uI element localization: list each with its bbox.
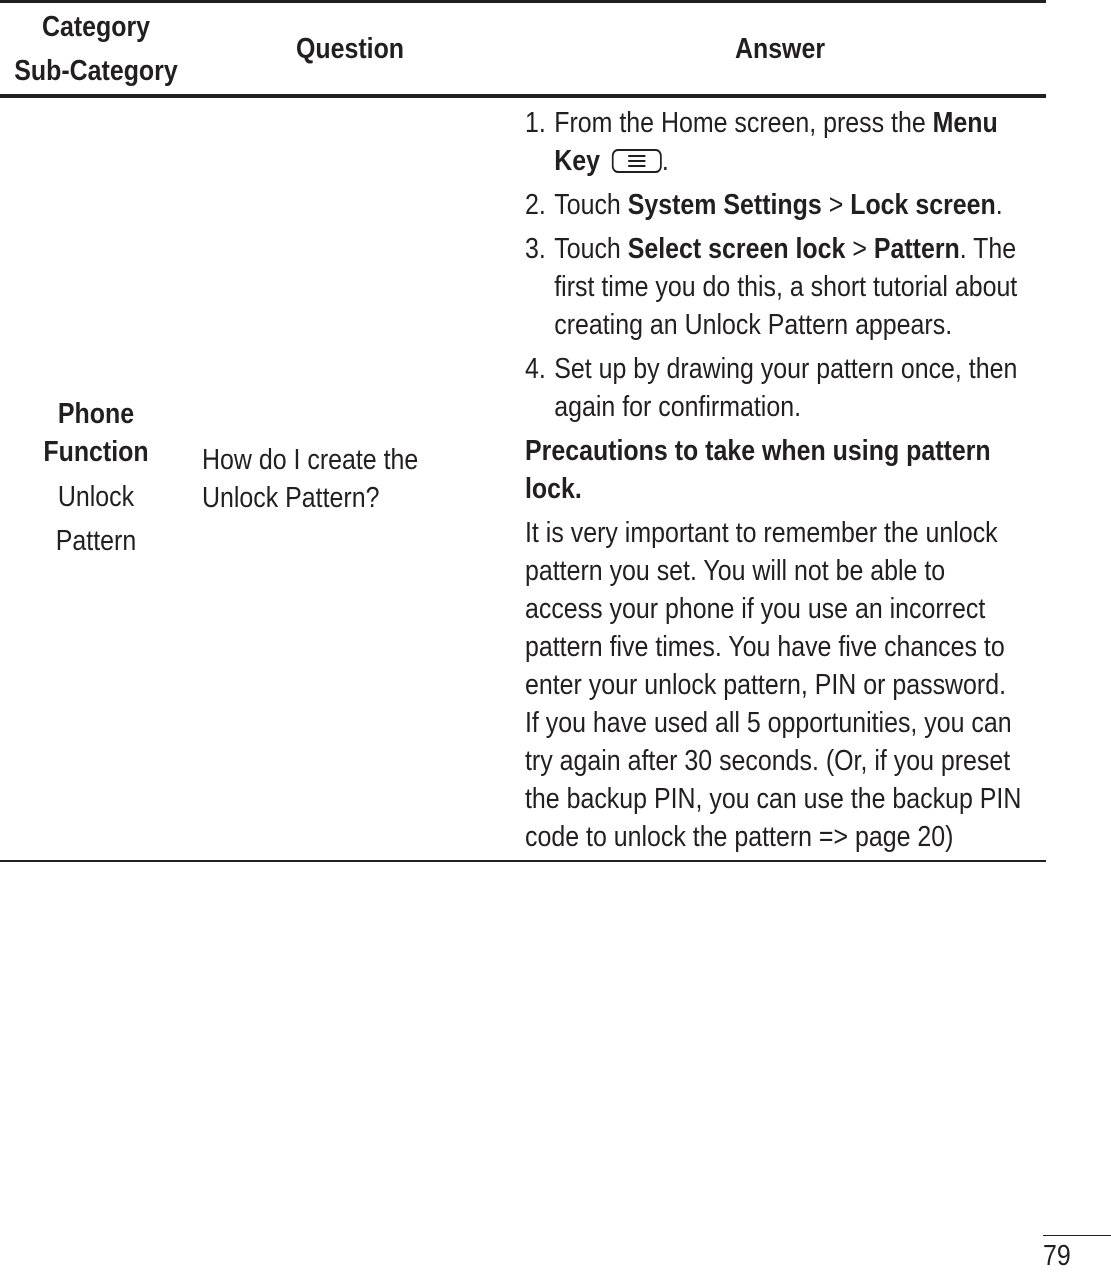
step-2-end: . (995, 189, 1003, 221)
step-4-number: 4. (525, 353, 546, 385)
precautions-line: code to unlock the pattern => page 20) (525, 821, 954, 853)
step-2-separator: > (821, 189, 851, 221)
precautions-body (525, 514, 1032, 856)
precautions-line: enter your unlock pattern, PIN or password. (525, 669, 1007, 701)
step-1-text: From the Home screen, press the (554, 107, 933, 139)
header-question (221, 3, 479, 94)
header-answer-label: Answer (734, 32, 826, 65)
sub-category-line1: Unlock (57, 481, 135, 513)
precautions-line: try again after 30 seconds. (Or, if you preset (525, 745, 1011, 777)
question-cell (202, 98, 502, 860)
step-4-line1: Set up by drawing your pattern once, then (554, 353, 1018, 385)
header-sub-category-label: Sub-Category (14, 54, 178, 87)
step-3-bold-pattern: Pattern (873, 233, 960, 265)
step-3 (525, 230, 1032, 344)
precautions-line: pattern five times. You have five chances to (525, 631, 1005, 663)
step-1-bold-key: Key (554, 145, 600, 177)
step-4 (525, 350, 1032, 426)
category-line2: Function (43, 436, 149, 468)
step-2-text: Touch (554, 189, 628, 221)
category-cell (13, 98, 178, 860)
precautions-line: It is very important to remember the unlock (525, 517, 998, 549)
page-number-rule (1043, 1235, 1111, 1236)
question-line1: How do I create the (202, 444, 419, 476)
precautions-title-line2: lock. (525, 473, 582, 505)
step-3-line2: first time you do this, a short tutorial about (554, 271, 1018, 303)
answer-cell (525, 104, 1111, 856)
step-1-end: . (661, 145, 669, 177)
step-3-line3: creating an Unlock Pattern appears. (554, 309, 953, 341)
header-category (13, 3, 178, 94)
precautions-line: access your phone if you use an incorrect (525, 593, 986, 625)
step-3-after: . The (959, 233, 1017, 265)
step-3-separator: > (845, 233, 874, 265)
table-row (0, 98, 1046, 862)
menu-key-icon (612, 149, 662, 173)
precautions-title-line1: Precautions to take when using pattern (525, 435, 991, 467)
step-4-line2: again for confirmation. (554, 391, 802, 423)
step-2-bold-system-settings: System Settings (627, 189, 822, 221)
step-3-text: Touch (554, 233, 628, 265)
header-category-label: Category (41, 10, 151, 43)
header-answer (561, 3, 1000, 94)
precautions-line: the backup PIN, you can use the backup PIN (525, 783, 1022, 815)
step-1-bold-menu: Menu (932, 107, 998, 139)
header-question-label: Question (295, 32, 405, 65)
step-1-number: 1. (525, 107, 546, 139)
sub-category-line2: Pattern (55, 525, 137, 557)
precautions-line: If you have used all 5 opportunities, you can (525, 707, 1012, 739)
step-2 (525, 186, 1032, 224)
page-number: 79 (1043, 1240, 1071, 1272)
table-header (0, 3, 1046, 98)
precautions-title (525, 432, 1032, 508)
step-3-number: 3. (525, 233, 546, 265)
category-line1: Phone (57, 398, 135, 430)
step-2-bold-lock-screen: Lock screen (850, 189, 996, 221)
question-line2: Unlock Pattern? (202, 482, 380, 514)
step-2-number: 2. (525, 189, 546, 221)
precautions-line: pattern you set. You will not be able to (525, 555, 946, 587)
step-1 (525, 104, 1032, 180)
question-text (202, 441, 418, 517)
step-3-bold-select-screen-lock: Select screen lock (627, 233, 846, 265)
